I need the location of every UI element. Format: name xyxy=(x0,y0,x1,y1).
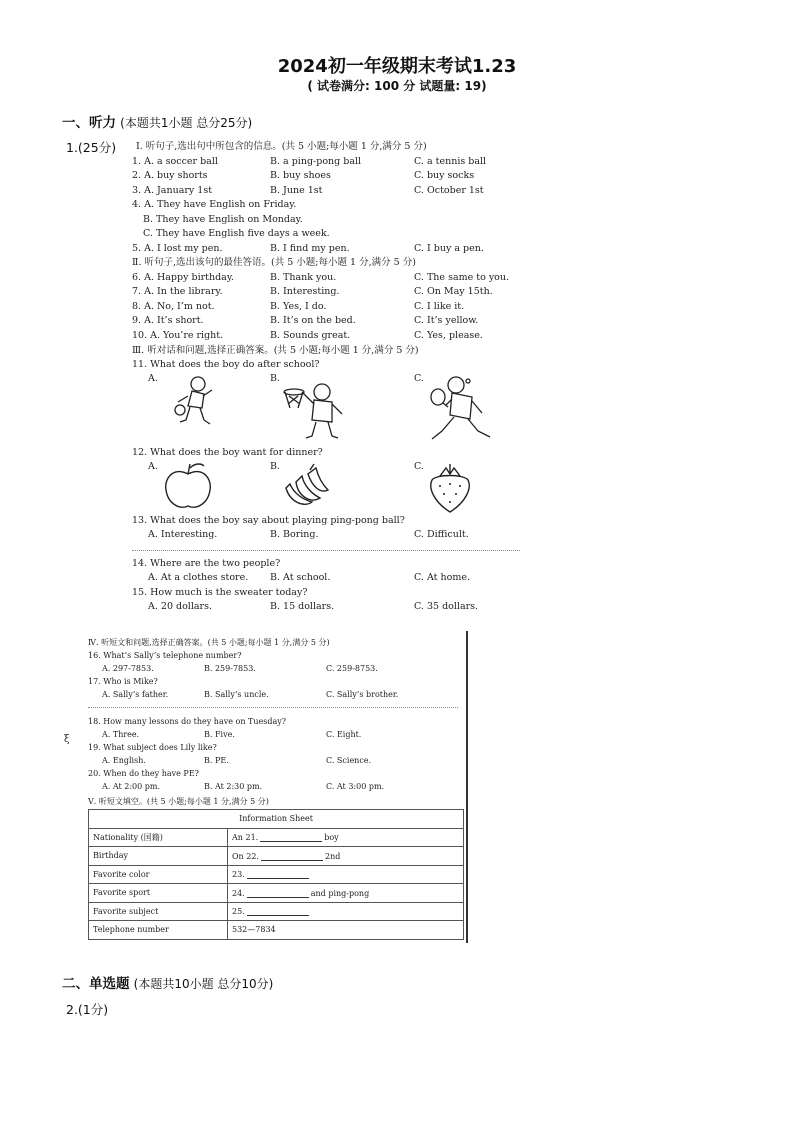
option: C. buy socks xyxy=(414,170,475,181)
option-label: A. xyxy=(148,373,158,384)
row-label: Birthday xyxy=(89,847,228,866)
option: A. Sally’s father. xyxy=(102,690,169,699)
option: 8. A. No, I’m not. xyxy=(132,301,215,312)
part5-heading: Ⅴ. 听短文填空。(共 5 小题;每小题 1 分,满分 5 分) xyxy=(88,797,269,806)
option: 2. A. buy shorts xyxy=(132,170,208,181)
row-suffix: 2nd xyxy=(324,851,341,861)
option: C. 35 dollars. xyxy=(414,601,479,612)
option: B. buy shoes xyxy=(270,170,331,181)
row-value[interactable] xyxy=(228,847,464,866)
option: C. a tennis ball xyxy=(414,156,487,167)
question-15: 15. How much is the sweater today? xyxy=(132,587,308,598)
option: A. Interesting. xyxy=(148,529,218,540)
option: A. Three. xyxy=(102,730,140,739)
table-row xyxy=(89,921,464,940)
option: B. Sounds great. xyxy=(270,330,351,341)
table-row xyxy=(89,884,464,903)
information-sheet-table xyxy=(88,809,464,940)
option: 9. A. It’s short. xyxy=(132,315,204,326)
question-number: 2.(1分) xyxy=(66,1002,109,1017)
row-value[interactable] xyxy=(228,884,464,903)
option: 7. A. In the library. xyxy=(132,286,223,297)
row-label: Nationality (国籍) xyxy=(89,828,228,847)
option: A. 297-7853. xyxy=(102,664,154,673)
section-meta: (本题共10小题 总分10分) xyxy=(133,977,274,991)
option-label: A. xyxy=(148,461,158,472)
row-value[interactable] xyxy=(228,902,464,921)
table-title: Information Sheet xyxy=(89,810,464,829)
question-13: 13. What does the boy say about playing ping-pong ball? xyxy=(132,515,405,526)
option: B. At 2:30 pm. xyxy=(204,782,263,791)
row-label: Favorite color xyxy=(89,865,228,884)
answer-blank[interactable] xyxy=(247,888,309,898)
part4-heading: Ⅳ. 听短文和问题,选择正确答案。(共 5 小题;每小题 1 分,满分 5 分) xyxy=(88,638,330,647)
option: C. Difficult. xyxy=(414,529,469,540)
option: B. 259-7853. xyxy=(204,664,256,673)
option: B. Boring. xyxy=(270,529,319,540)
answer-blank[interactable] xyxy=(260,832,322,842)
answer-blank[interactable] xyxy=(247,906,309,916)
table-row xyxy=(89,865,464,884)
page-title: 2024初一年级期末考试1.23 xyxy=(277,56,517,77)
section-single-choice-header xyxy=(62,972,273,992)
option-label: B. xyxy=(270,461,281,472)
row-value[interactable] xyxy=(228,865,464,884)
table-header-row xyxy=(89,810,464,829)
section-meta: (本题共1小题 总分25分) xyxy=(120,116,253,130)
option: C. 259-8753. xyxy=(326,664,378,673)
option: C. It’s yellow. xyxy=(414,315,479,326)
row-label: Favorite sport xyxy=(89,884,228,903)
option: B. June 1st xyxy=(270,185,323,196)
answer-blank[interactable] xyxy=(261,851,323,861)
option: B. Sally’s uncle. xyxy=(204,690,269,699)
option: C. I like it. xyxy=(414,301,465,312)
option: A. English. xyxy=(102,756,146,765)
option: 6. A. Happy birthday. xyxy=(132,272,234,283)
option: 1. A. a soccer ball xyxy=(132,156,218,167)
option-label: C. xyxy=(414,373,424,384)
option: B. Thank you. xyxy=(270,272,337,283)
option: C. I buy a pen. xyxy=(414,243,484,254)
row-label: Telephone number xyxy=(89,921,228,940)
option: B. I find my pen. xyxy=(270,243,350,254)
answer-blank[interactable] xyxy=(247,869,309,879)
row-suffix: boy xyxy=(324,833,339,843)
question-18: 18. How many lessons do they have on Tuesday? xyxy=(88,717,287,726)
option: C. At 3:00 pm. xyxy=(326,782,385,791)
question-20: 20. When do they have PE? xyxy=(88,769,199,778)
option: 10. A. You’re right. xyxy=(132,330,224,341)
option: B. Five. xyxy=(204,730,235,739)
table-row xyxy=(89,847,464,866)
option: C. On May 15th. xyxy=(414,286,493,297)
option: B. PE. xyxy=(204,756,229,765)
row-prefix: An 21. xyxy=(232,833,259,843)
row-label: Favorite subject xyxy=(89,902,228,921)
table-row xyxy=(89,828,464,847)
option: B. Yes, I do. xyxy=(270,301,327,312)
part1-heading: Ⅰ. 听句子,选出句中所包含的信息。(共 5 小题;每小题 1 分,满分 5 分) xyxy=(136,141,427,152)
table-row xyxy=(89,902,464,921)
part2-heading: Ⅱ. 听句子,选出该句的最佳答语。(共 5 小题;每小题 1 分,满分 5 分) xyxy=(132,257,416,268)
option: C. At home. xyxy=(414,572,470,583)
option: 4. A. They have English on Friday. xyxy=(132,199,297,210)
option: A. At a clothes store. xyxy=(148,572,249,583)
option: C. The same to you. xyxy=(414,272,510,283)
row-prefix: 24. xyxy=(232,888,245,898)
option: B. a ping-pong ball xyxy=(270,156,362,167)
margin-mark: ξ xyxy=(64,734,70,745)
option: B. Interesting. xyxy=(270,286,340,297)
row-value: 532—7834 xyxy=(228,921,464,940)
row-suffix: and ping-pong xyxy=(310,888,370,898)
section-label: 一、听力 xyxy=(62,115,116,131)
question-14: 14. Where are the two people? xyxy=(132,558,281,569)
question-12: 12. What does the boy want for dinner? xyxy=(132,447,323,458)
part3-heading: Ⅲ. 听对话和问题,选择正确答案。(共 5 小题;每小题 1 分,满分 5 分) xyxy=(132,345,419,356)
question-19: 19. What subject does Lily like? xyxy=(88,743,217,752)
option: B. At school. xyxy=(270,572,331,583)
option: B. They have English on Monday. xyxy=(143,214,303,225)
question-number: 1.(25分) xyxy=(66,140,117,155)
option-label: C. xyxy=(414,461,424,472)
option: C. Sally’s brother. xyxy=(326,690,399,699)
row-value[interactable] xyxy=(228,828,464,847)
option: C. Eight. xyxy=(326,730,362,739)
question-11: 11. What does the boy do after school? xyxy=(132,359,320,370)
row-prefix: 23. xyxy=(232,870,245,880)
option: 3. A. January 1st xyxy=(132,185,213,196)
option: C. October 1st xyxy=(414,185,484,196)
option: B. 15 dollars. xyxy=(270,601,335,612)
option: C. They have English five days a week. xyxy=(143,228,330,239)
option: 5. A. I lost my pen. xyxy=(132,243,223,254)
section-label: 二、单选题 xyxy=(62,976,130,992)
question-17: 17. Who is Mike? xyxy=(88,677,158,686)
option: A. 20 dollars. xyxy=(148,601,212,612)
option: C. Yes, please. xyxy=(414,330,483,341)
scan-edge-line xyxy=(466,631,468,943)
option: B. It’s on the bed. xyxy=(270,315,356,326)
row-prefix: On 22. xyxy=(232,851,259,861)
page-subtitle: ( 试卷满分: 100 分 试题量: 19) xyxy=(307,79,487,93)
question-16: 16. What’s Sally’s telephone number? xyxy=(88,651,242,660)
option: C. Science. xyxy=(326,756,372,765)
option-label: B. xyxy=(270,373,281,384)
row-prefix: 25. xyxy=(232,907,245,917)
divider xyxy=(88,707,458,708)
option: A. At 2:00 pm. xyxy=(102,782,161,791)
